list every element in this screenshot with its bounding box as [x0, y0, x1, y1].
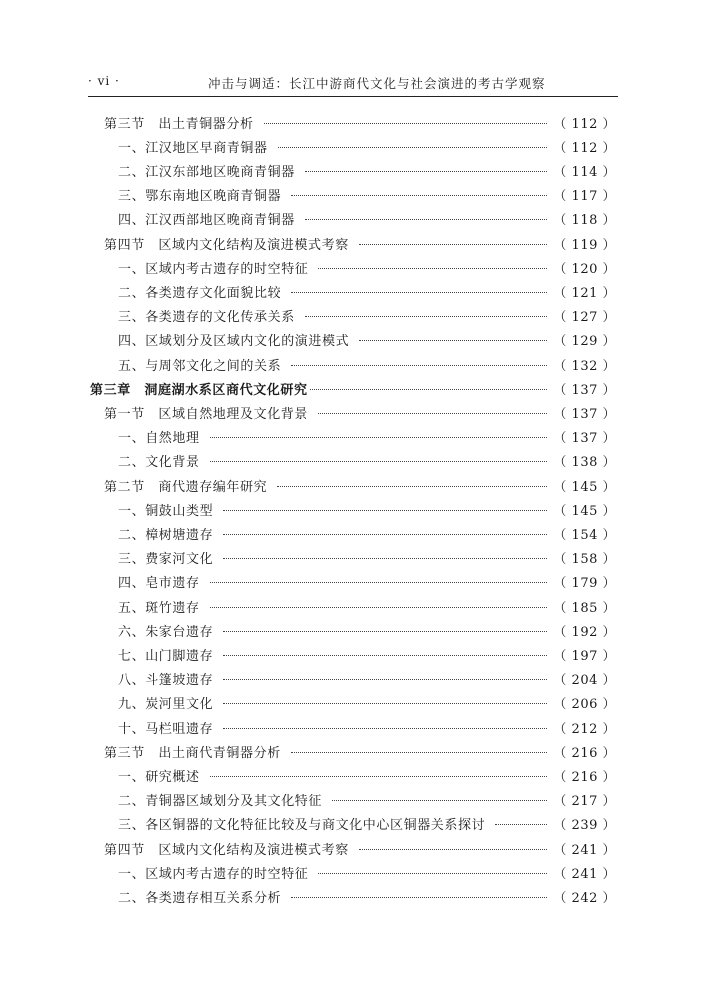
toc-page-number: （ 138 ）	[553, 455, 616, 471]
toc-page-number: （ 241 ）	[553, 842, 616, 858]
running-header	[88, 72, 618, 94]
dot-leader	[495, 824, 547, 825]
dot-leader	[223, 728, 547, 729]
toc-entry-item	[118, 570, 616, 594]
dot-leader	[318, 413, 547, 414]
toc-entry-item	[118, 667, 616, 691]
toc-entry-item	[118, 449, 616, 473]
dot-leader	[318, 268, 547, 269]
toc-page-number: （ 129 ）	[553, 334, 616, 350]
toc-page-number: （ 137 ）	[553, 431, 616, 447]
dot-leader	[310, 389, 548, 390]
toc-page-number: （ 119 ）	[553, 237, 616, 253]
toc-label: 二、文化背景	[118, 455, 200, 471]
toc-page-number: （ 132 ）	[553, 358, 616, 374]
toc-label: 一、区域内考古遗存的时空特征	[118, 866, 309, 882]
dot-leader	[223, 703, 547, 704]
toc-page-number: （ 137 ）	[553, 406, 616, 422]
toc-label: 第三章 洞庭湖水系区商代文化研究	[90, 382, 308, 398]
toc-label: 三、鄂东南地区晚商青铜器	[118, 189, 282, 205]
toc-label: 一、铜鼓山类型	[118, 503, 214, 519]
toc-page-number: （ 192 ）	[553, 624, 616, 640]
dot-leader	[359, 340, 547, 341]
toc-page-number: （ 112 ）	[553, 140, 616, 156]
toc-entry-item	[118, 255, 616, 279]
toc-entry-item	[118, 497, 616, 521]
dot-leader	[223, 655, 547, 656]
toc-page-number: （ 179 ）	[553, 576, 616, 592]
toc-entry-section	[104, 400, 616, 424]
toc-page-number: （ 137 ）	[553, 382, 616, 398]
toc-page-number: （ 242 ）	[553, 890, 616, 906]
toc-label: 一、江汉地区早商青铜器	[118, 140, 268, 156]
dot-leader	[223, 510, 547, 511]
toc-label: 五、与周邻文化之间的关系	[118, 358, 282, 374]
dot-leader	[223, 631, 547, 632]
toc-page-number: （ 241 ）	[553, 866, 616, 882]
toc-label: 第三节 出土青铜器分析	[104, 116, 254, 132]
toc-entry-section	[104, 836, 616, 860]
toc-entry-item	[118, 642, 616, 666]
toc-label: 二、江汉东部地区晚商青铜器	[118, 164, 295, 180]
toc-label: 一、区域内考古遗存的时空特征	[118, 261, 309, 277]
toc-page-number: （ 216 ）	[553, 769, 616, 785]
header-rule	[88, 96, 618, 97]
toc-page-number: （ 112 ）	[553, 116, 616, 132]
toc-entry-item	[118, 788, 616, 812]
toc-entry-chapter	[90, 376, 616, 400]
dot-leader	[210, 582, 548, 583]
toc-page-number: （ 121 ）	[553, 285, 616, 301]
dot-leader	[291, 195, 547, 196]
toc-entry-section	[104, 473, 616, 497]
toc-entry-item	[118, 884, 616, 908]
toc-label: 七、山门脚遗存	[118, 648, 214, 664]
dot-leader	[210, 437, 548, 438]
dot-leader	[359, 244, 548, 245]
toc-entry-item	[118, 812, 616, 836]
dot-leader	[291, 897, 547, 898]
toc-entry-section	[104, 231, 616, 255]
toc-entry-item	[118, 594, 616, 618]
toc-page-number: （ 120 ）	[553, 261, 616, 277]
toc-entry-section	[104, 110, 616, 134]
toc-label: 二、各类遗存相互关系分析	[118, 890, 282, 906]
toc-label: 三、各区铜器的文化特征比较及与商文化中心区铜器关系探讨	[118, 818, 486, 834]
toc-page-number: （ 117 ）	[553, 189, 616, 205]
toc-entry-item	[118, 328, 616, 352]
toc-label: 五、斑竹遗存	[118, 600, 200, 616]
dot-leader	[264, 123, 548, 124]
toc-entry-item	[118, 691, 616, 715]
toc-entry-item	[118, 860, 616, 884]
toc-entry-item	[118, 134, 616, 158]
toc-entry-section	[104, 739, 616, 763]
toc-page-number: （ 145 ）	[553, 503, 616, 519]
toc-entry-item	[118, 183, 616, 207]
dot-leader	[332, 800, 547, 801]
dot-leader	[291, 752, 548, 753]
toc-entry-item	[118, 521, 616, 545]
toc-page-number: （ 158 ）	[553, 552, 616, 568]
toc-label: 第四节 区域内文化结构及演进模式考察	[104, 237, 349, 253]
toc-label: 三、费家河文化	[118, 552, 214, 568]
dot-leader	[210, 461, 548, 462]
dot-leader	[223, 534, 547, 535]
dot-leader	[359, 849, 548, 850]
dot-leader	[291, 292, 547, 293]
toc-page-number: （ 145 ）	[553, 479, 616, 495]
dot-leader	[210, 607, 548, 608]
toc-label: 第二节 商代遗存编年研究	[104, 479, 268, 495]
toc-entry-item	[118, 546, 616, 570]
toc-page-number: （ 185 ）	[553, 600, 616, 616]
toc-label: 一、研究概述	[118, 769, 200, 785]
toc-entry-item	[118, 715, 616, 739]
dot-leader	[277, 486, 547, 487]
toc-label: 二、青铜器区域划分及其文化特征	[118, 794, 323, 810]
toc-label: 四、皂市遗存	[118, 576, 200, 592]
toc-page-number: （ 239 ）	[553, 818, 616, 834]
dot-leader	[223, 679, 547, 680]
toc-entry-item	[118, 158, 616, 182]
toc-label: 二、各类遗存文化面貌比较	[118, 285, 282, 301]
toc-label: 第四节 区域内文化结构及演进模式考察	[104, 842, 349, 858]
toc-label: 第一节 区域自然地理及文化背景	[104, 406, 309, 422]
dot-leader	[223, 558, 547, 559]
dot-leader	[291, 365, 547, 366]
toc-page-number: （ 154 ）	[553, 527, 616, 543]
toc-label: 十、马栏咀遗存	[118, 721, 214, 737]
toc-page-number: （ 197 ）	[553, 648, 616, 664]
dot-leader	[305, 171, 548, 172]
toc-entry-item	[118, 279, 616, 303]
toc-label: 八、斗篷坡遗存	[118, 673, 214, 689]
toc-page-number: （ 204 ）	[553, 673, 616, 689]
toc-label: 一、自然地理	[118, 431, 200, 447]
toc-page-number: （ 216 ）	[553, 745, 616, 761]
toc-entry-item	[118, 425, 616, 449]
toc-page-number: （ 114 ）	[553, 164, 616, 180]
toc-entry-item	[118, 207, 616, 231]
dot-leader	[305, 316, 548, 317]
toc-label: 四、江汉西部地区晚商青铜器	[118, 213, 295, 229]
dot-leader	[278, 147, 548, 148]
toc-entry-item	[118, 352, 616, 376]
toc-label: 九、炭河里文化	[118, 697, 214, 713]
toc-page-number: （ 118 ）	[553, 213, 616, 229]
toc-label: 四、区域划分及区域内文化的演进模式	[118, 334, 350, 350]
dot-leader	[318, 873, 547, 874]
page-number: · vi ·	[88, 74, 120, 88]
toc-label: 三、各类遗存的文化传承关系	[118, 310, 295, 326]
toc-page-number: （ 212 ）	[553, 721, 616, 737]
dot-leader	[305, 219, 548, 220]
toc-entry-item	[118, 618, 616, 642]
dot-leader	[210, 776, 548, 777]
toc-page-number: （ 217 ）	[553, 794, 616, 810]
toc-label: 六、朱家台遗存	[118, 624, 214, 640]
toc-entry-item	[118, 304, 616, 328]
toc-label: 第三节 出土商代青铜器分析	[104, 745, 281, 761]
toc-page-number: （ 127 ）	[553, 310, 616, 326]
book-title: 冲击与调适：长江中游商代文化与社会演进的考古学观察	[208, 76, 546, 91]
toc-entry-item	[118, 763, 616, 787]
toc-label: 二、樟树塘遗存	[118, 527, 214, 543]
toc-page-number: （ 206 ）	[553, 697, 616, 713]
